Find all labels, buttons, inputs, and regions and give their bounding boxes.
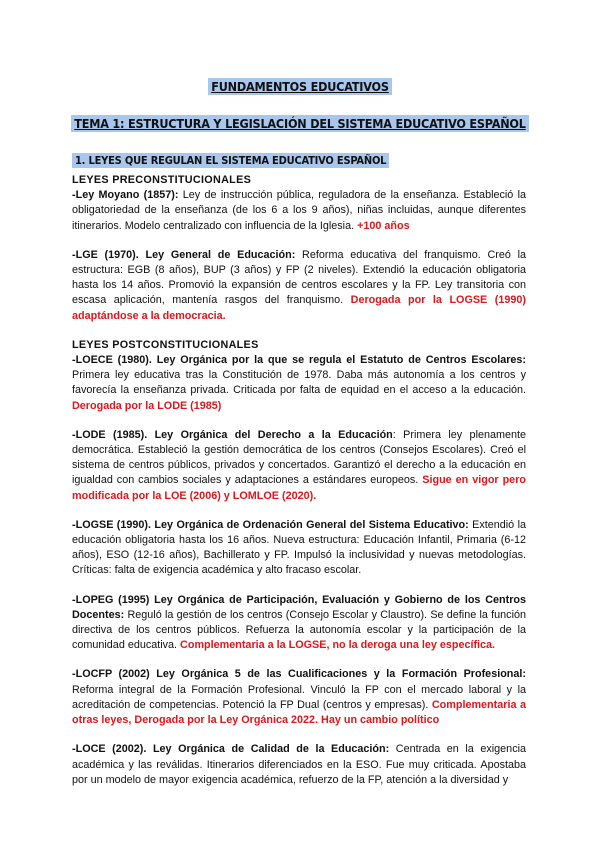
entry-note: Derogada por la LODE (1985) — [72, 399, 222, 412]
entry-text: Reforma integral de la Formación Profesional. Vinculó la FP con el mercado laboral y la acreditación de competencias. Potenció la FP Dual (centros y empresas). — [72, 683, 526, 711]
entry-name: -LGE (1970). Ley General de Educación: — [72, 248, 296, 261]
post-heading: LEYES POSTCONSTITUCIONALES — [72, 338, 259, 351]
entry-note: Complementaria a otras leyes, Derogada por la Ley Orgánica 2022. Hay un cambio político — [72, 698, 527, 727]
entry-name: -LOECE (1980). Ley Orgánica por la que se regula el Estatuto de Centros Escolares: — [72, 354, 526, 367]
entry-name: -LOCE (2002). Ley Orgánica de Calidad de la Educación: — [72, 743, 390, 756]
entry-text: Ley de instrucción pública, reguladora de la enseñanza. Estableció la obligatoriedad de la enseñanza (de los 6 a los 9 años), niñas incluidas, aunque diferentes itinerarios. Modelo centralizado con influencia de la Iglesia. — [72, 189, 527, 232]
section-heading: 1. LEYES QUE REGULAN EL SISTEMA EDUCATIVO ESPAÑOL — [72, 153, 389, 168]
entry-text: : Primera ley plenamente democrática. Estableció la gestión democrática de los centros (Consejos Escolares). Creó el sistema de centros públicos, privados y concertados. Garantizó el derecho a la educación en igualdad con cambios sociales y adaptaciones a estándares europeos. — [72, 428, 526, 487]
entry-name: -LOGSE (1990). Ley Orgánica de Ordenación General del Sistema Educativo: — [72, 518, 469, 531]
entry-name: -LODE (1985). Ley Orgánica del Derecho a la Educación — [72, 428, 393, 441]
entry-text: Primera ley educativa tras la Constitución de 1978. Daba más autonomía a los centros y favorecía la enseñanza privada. Criticada por falta de equidad en el acceso a la educación. — [72, 369, 526, 397]
entry-note: +100 años — [357, 219, 410, 232]
entry-name: -LOPEG (1995) Ley Orgánica de Participación, Evaluación y Gobierno de los Centros Docentes: — [72, 593, 526, 621]
entry-name: -Ley Moyano (1857): — [72, 189, 179, 202]
pre-heading: LEYES PRECONSTITUCIONALES — [72, 174, 252, 186]
topic-subtitle: TEMA 1: ESTRUCTURA Y LEGISLACIÓN DEL SISTEMA EDUCATIVO ESPAÑOL — [71, 115, 529, 132]
subtitle-wrap — [0, 115, 600, 133]
section-heading-wrap — [72, 151, 389, 169]
document-title-wrap — [0, 78, 600, 96]
entry-locfp — [72, 667, 526, 728]
entry-loece — [72, 353, 526, 414]
document-body — [72, 173, 526, 802]
entry-note: Sigue en vigor pero modificada por la LOE (2006) y LOMLOE (2020). — [72, 474, 526, 502]
entry-text: Reforma educativa del franquismo. Creó la estructura: EGB (8 años), BUP (3 años) y FP (2 niveles). Extendió la educación obligatoria hasta los 14 años. Promovió la expansión de centros escolares y la FP. Ley transitoria con escasa aplicación, mantenía rasgos del franquismo. — [72, 248, 526, 307]
entry-name: -LOCFP (2002) Ley Orgánica 5 de las Cualificaciones y la Formación Profesional: — [72, 668, 526, 681]
entry-loce — [72, 742, 526, 788]
entry-text: Reguló la gestión de los centros (Consejo Escolar y Claustro). Se define la función directiva de los centros públicos. Refuerza la autonomía escolar y la participación de la comunidad educativa. — [72, 608, 526, 652]
entry-lge — [72, 248, 526, 324]
entry-note: Derogada por la LOGSE (1990) adaptándose a la democracia. — [72, 294, 527, 322]
entry-ley-moyano — [72, 188, 526, 234]
entry-text: Extendió la educación obligatoria hasta los 16 años. Nueva estructura: Educación Infantil, Primaria (6-12 años), ESO (12-16 años), Bachillerato y FP. Impulsó la inclusividad y nuevas metodologías. Críticas: falta de exigencia académica y alto fracaso escolar. — [72, 518, 526, 577]
entry-lopeg — [72, 593, 526, 654]
document-title: FUNDAMENTOS EDUCATIVOS — [208, 78, 392, 95]
entry-logse — [72, 518, 526, 579]
entry-text: Centrada en la exigencia académica y las reválidas. Itinerarios diferenciados en la ESO. Fue muy criticada. Apostaba por un modelo de mayor exigencia académica, refuerzo de la FP, atención a la diversidad y — [72, 743, 526, 786]
entry-note: Complementaria a la LOGSE, no la deroga una ley específica. — [180, 639, 496, 652]
entry-lode — [72, 428, 526, 504]
